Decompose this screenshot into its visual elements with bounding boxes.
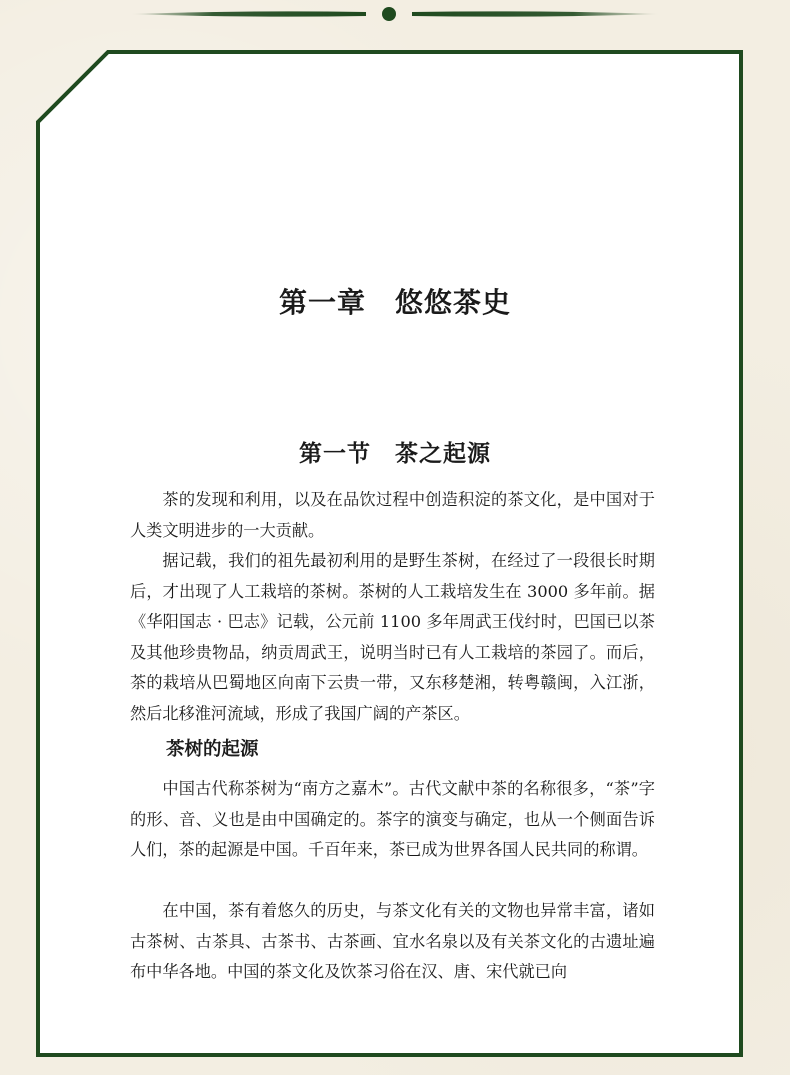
paragraph-2: 据记载，我们的祖先最初利用的是野生茶树，在经过了一段很长时期后，才出现了人工栽培的茶树。茶树的人工栽培发生在 3000 多年前。据《华阳国志 · 巴志》记载，公元前 1100 多年周武王伐纣时，巴国已以茶及其他珍贵物品，纳贡周武王，说明当时已有人工栽培的茶园了。而后，茶的栽培从巴蜀地区向南下云贵一带，又东移楚湘，转粤赣闽，入江浙，然后北移淮河流域，形成了我国广阔的产茶区。: [130, 551, 655, 723]
paragraph-1: 茶的发现和利用，以及在品饮过程中创造积淀的茶文化，是中国对于人类文明进步的一大贡献。: [130, 490, 655, 540]
chapter-title: 第一章 悠悠茶史: [278, 285, 511, 319]
subsection-title: 茶树的起源: [166, 739, 259, 760]
paragraph-3: 中国古代称茶树为“南方之嘉木”。古代文献中茶的名称很多，“茶”字的形、音、义也是由中国确定的。茶字的演变与确定，也从一个侧面告诉人们，茶的起源是中国。千百年来，茶已成为世界各国人民共同的称谓。: [130, 779, 655, 859]
paragraph-4: 在中国，茶有着悠久的历史，与茶文化有关的文物也异常丰富，诸如古茶树、古茶具、古茶书、古茶画、宜水名泉以及有关茶文化的古遗址遍布中华各地。中国的茶文化及饮茶习俗在汉、唐、宋代就已向: [130, 901, 655, 981]
section-title: 第一节 茶之起源: [299, 440, 491, 468]
